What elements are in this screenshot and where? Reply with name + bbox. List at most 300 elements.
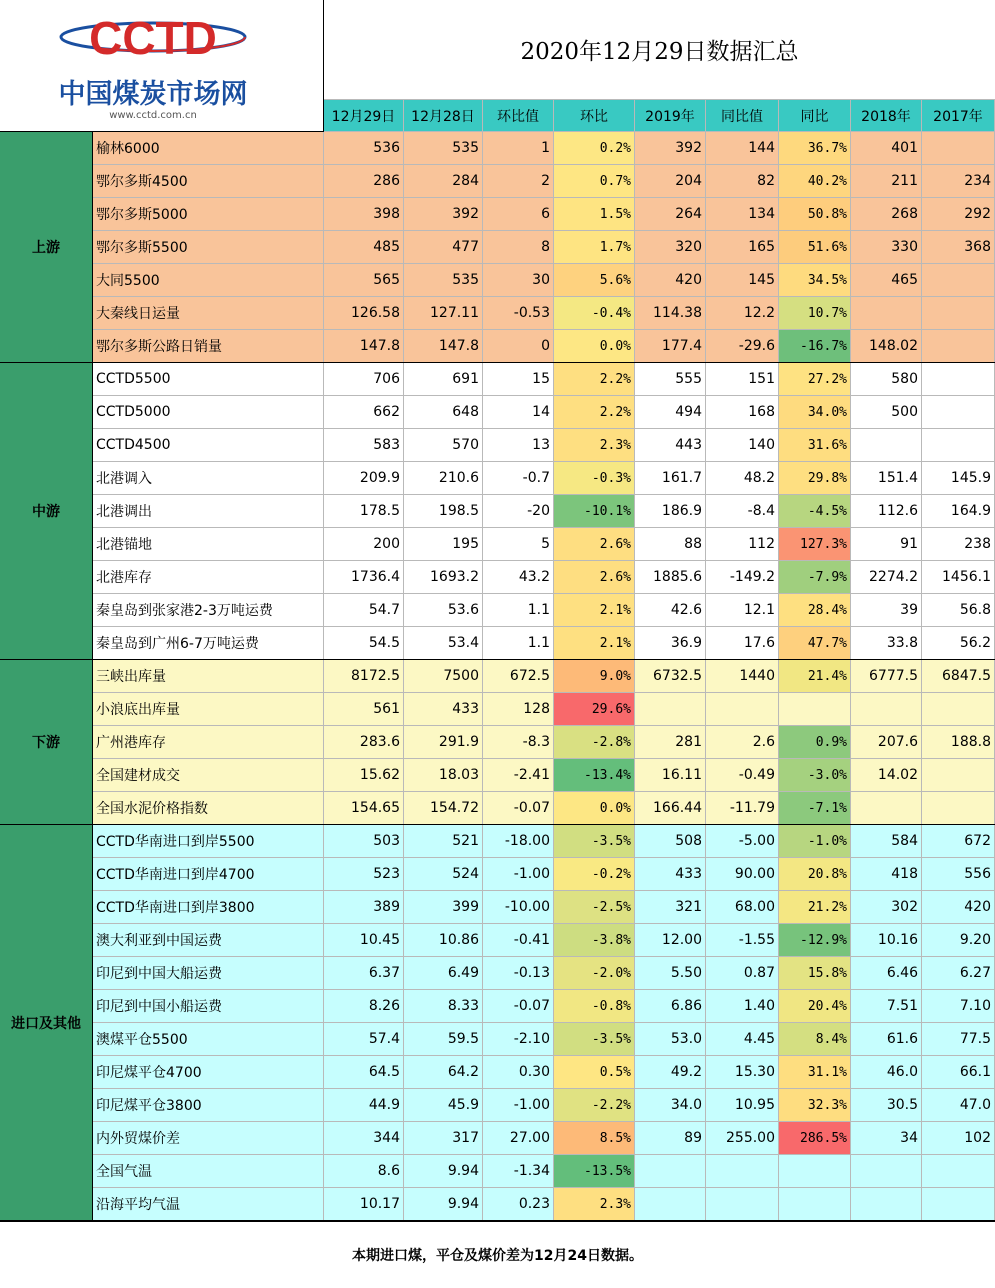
table-cell: 6.37 (324, 957, 404, 990)
row-label: CCTD5000 (93, 396, 324, 429)
table-cell: -0.2% (554, 858, 635, 891)
table-cell: 15 (483, 363, 554, 396)
table-cell: 30.5 (851, 1089, 922, 1122)
table-cell: 8172.5 (324, 660, 404, 693)
table-cell: -5.00 (706, 825, 779, 858)
table-cell: 0.7% (554, 165, 635, 198)
table-cell: 4.45 (706, 1023, 779, 1056)
table-cell: 398 (324, 198, 404, 231)
group-label: 下游 (0, 660, 93, 825)
row-label: 广州港库存 (93, 726, 324, 759)
table-cell: 29.6% (554, 693, 635, 726)
table-cell: 128 (483, 693, 554, 726)
table-cell: 140 (706, 429, 779, 462)
table-cell: 33.8 (851, 627, 922, 660)
table-cell: 64.5 (324, 1056, 404, 1089)
table-cell (922, 1188, 995, 1221)
table-cell: -11.79 (706, 792, 779, 825)
table-cell (922, 330, 995, 363)
column-header: 2017年 (922, 100, 995, 132)
table-cell: 2 (483, 165, 554, 198)
table-cell: -2.8% (554, 726, 635, 759)
table-cell: 8.26 (324, 990, 404, 1023)
table-cell: 56.2 (922, 627, 995, 660)
table-cell: 368 (922, 231, 995, 264)
table-cell: 485 (324, 231, 404, 264)
table-cell (779, 1188, 851, 1221)
table-cell: 433 (635, 858, 706, 891)
table-cell (779, 1155, 851, 1188)
table-cell: 102 (922, 1122, 995, 1155)
table-cell: 7500 (404, 660, 483, 693)
table-cell: 238 (922, 528, 995, 561)
table-cell: 580 (851, 363, 922, 396)
table-cell: 54.5 (324, 627, 404, 660)
table-cell: 1.1 (483, 627, 554, 660)
table-cell: 255.00 (706, 1122, 779, 1155)
table-cell: 320 (635, 231, 706, 264)
table-cell (851, 1188, 922, 1221)
table-cell: 268 (851, 198, 922, 231)
row-label: 北港调出 (93, 495, 324, 528)
table-cell: 168 (706, 396, 779, 429)
table-cell: -0.8% (554, 990, 635, 1023)
table-cell: 420 (922, 891, 995, 924)
table-cell (922, 297, 995, 330)
table-cell: 706 (324, 363, 404, 396)
table-cell: 54.7 (324, 594, 404, 627)
table-cell: -0.49 (706, 759, 779, 792)
table-cell: 6 (483, 198, 554, 231)
table-cell: 389 (324, 891, 404, 924)
table-cell (922, 363, 995, 396)
row-label: 大秦线日运量 (93, 297, 324, 330)
table-cell: 2.6 (706, 726, 779, 759)
table-cell: 34 (851, 1122, 922, 1155)
row-label: 北港库存 (93, 561, 324, 594)
row-label: 印尼煤平仓4700 (93, 1056, 324, 1089)
table-cell: 7.51 (851, 990, 922, 1023)
logo-url-text: www.cctd.com.cn (109, 110, 197, 121)
table-cell: 17.6 (706, 627, 779, 660)
cctd-logo-graphic (0, 0, 323, 131)
table-cell: 12.1 (706, 594, 779, 627)
table-cell: 234 (922, 165, 995, 198)
row-label: 印尼到中国小船运费 (93, 990, 324, 1023)
table-cell: -2.2% (554, 1089, 635, 1122)
table-cell: 2.2% (554, 396, 635, 429)
row-label: 三峡出库量 (93, 660, 324, 693)
table-cell: 392 (635, 132, 706, 165)
table-cell: 2.2% (554, 363, 635, 396)
table-cell: 508 (635, 825, 706, 858)
table-cell (635, 693, 706, 726)
group-label: 上游 (0, 132, 93, 363)
table-cell: 8 (483, 231, 554, 264)
table-cell: 330 (851, 231, 922, 264)
table-cell (922, 759, 995, 792)
table-cell: 18.03 (404, 759, 483, 792)
table-cell: 10.17 (324, 1188, 404, 1221)
logo-brand-text: CCTD (89, 12, 217, 64)
table-cell: 112.6 (851, 495, 922, 528)
table-cell: 145 (706, 264, 779, 297)
table-cell: 418 (851, 858, 922, 891)
table-cell (922, 264, 995, 297)
table-cell: -8.3 (483, 726, 554, 759)
table-cell: 5.50 (635, 957, 706, 990)
table-cell: 14.02 (851, 759, 922, 792)
table-cell: 10.86 (404, 924, 483, 957)
row-label: 鄂尔多斯4500 (93, 165, 324, 198)
table-cell: 0.2% (554, 132, 635, 165)
table-cell: 1693.2 (404, 561, 483, 594)
table-cell: 161.7 (635, 462, 706, 495)
table-cell (851, 429, 922, 462)
table-cell: 672 (922, 825, 995, 858)
table-cell: 36.9 (635, 627, 706, 660)
table-cell: 500 (851, 396, 922, 429)
table-cell: 9.20 (922, 924, 995, 957)
table-cell (706, 1188, 779, 1221)
column-header: 12月29日 (324, 100, 404, 132)
table-cell: 30 (483, 264, 554, 297)
table-cell: 494 (635, 396, 706, 429)
table-cell: 1885.6 (635, 561, 706, 594)
table-cell: 13 (483, 429, 554, 462)
table-cell: -2.10 (483, 1023, 554, 1056)
table-cell: 10.7% (779, 297, 851, 330)
table-cell: -0.41 (483, 924, 554, 957)
table-cell: 177.4 (635, 330, 706, 363)
table-cell: 154.65 (324, 792, 404, 825)
table-cell: 1736.4 (324, 561, 404, 594)
table-cell: 2.6% (554, 528, 635, 561)
table-cell: 147.8 (324, 330, 404, 363)
table-cell: 89 (635, 1122, 706, 1155)
table-cell: 56.8 (922, 594, 995, 627)
table-cell: 36.7% (779, 132, 851, 165)
table-cell: 61.6 (851, 1023, 922, 1056)
table-cell: 51.6% (779, 231, 851, 264)
table-cell: 561 (324, 693, 404, 726)
table-cell: 521 (404, 825, 483, 858)
table-cell: 165 (706, 231, 779, 264)
row-label: 全国水泥价格指数 (93, 792, 324, 825)
table-cell (779, 693, 851, 726)
row-label: 全国建材成交 (93, 759, 324, 792)
table-cell: 47.0 (922, 1089, 995, 1122)
table-cell: 0 (483, 330, 554, 363)
table-cell: 164.9 (922, 495, 995, 528)
table-cell: 6.27 (922, 957, 995, 990)
table-cell: -4.5% (779, 495, 851, 528)
table-cell (851, 1155, 922, 1188)
table-cell: 151.4 (851, 462, 922, 495)
table-cell: 45.9 (404, 1089, 483, 1122)
row-label: 沿海平均气温 (93, 1188, 324, 1221)
table-cell: 2.3% (554, 429, 635, 462)
table-cell: 672.5 (483, 660, 554, 693)
table-cell: -2.5% (554, 891, 635, 924)
table-cell: 6.49 (404, 957, 483, 990)
row-label: 全国气温 (93, 1155, 324, 1188)
table-cell: 114.38 (635, 297, 706, 330)
table-cell: -7.9% (779, 561, 851, 594)
table-cell: -0.07 (483, 990, 554, 1023)
table-cell: 0.9% (779, 726, 851, 759)
column-header: 2018年 (851, 100, 922, 132)
table-cell: 134 (706, 198, 779, 231)
table-cell (922, 792, 995, 825)
table-cell: 420 (635, 264, 706, 297)
table-cell: 40.2% (779, 165, 851, 198)
table-cell: 6732.5 (635, 660, 706, 693)
table-cell: 21.2% (779, 891, 851, 924)
table-cell: 401 (851, 132, 922, 165)
table-cell: -12.9% (779, 924, 851, 957)
table-cell: 127.11 (404, 297, 483, 330)
table-cell: 8.4% (779, 1023, 851, 1056)
table-cell: 556 (922, 858, 995, 891)
table-cell (922, 132, 995, 165)
table-cell: -3.5% (554, 1023, 635, 1056)
table-cell: -1.00 (483, 1089, 554, 1122)
column-header: 环比值 (483, 100, 554, 132)
table-cell: 154.72 (404, 792, 483, 825)
table-cell: 284 (404, 165, 483, 198)
table-cell: 286 (324, 165, 404, 198)
table-cell: 16.11 (635, 759, 706, 792)
table-cell: 27.00 (483, 1122, 554, 1155)
table-cell (635, 1155, 706, 1188)
table-cell: 211 (851, 165, 922, 198)
table-cell: 1 (483, 132, 554, 165)
table-cell: 6.46 (851, 957, 922, 990)
table-cell: -10.1% (554, 495, 635, 528)
table-cell: 195 (404, 528, 483, 561)
table-cell: -16.7% (779, 330, 851, 363)
group-label: 进口及其他 (0, 825, 93, 1221)
table-cell: 68.00 (706, 891, 779, 924)
table-cell: 302 (851, 891, 922, 924)
table-cell (922, 1155, 995, 1188)
row-label: 北港调入 (93, 462, 324, 495)
table-cell: 20.8% (779, 858, 851, 891)
table-cell: -2.0% (554, 957, 635, 990)
table-cell: 565 (324, 264, 404, 297)
table-cell: 12.00 (635, 924, 706, 957)
table-cell: 292 (922, 198, 995, 231)
row-label: 澳煤平仓5500 (93, 1023, 324, 1056)
table-cell: 283.6 (324, 726, 404, 759)
column-header: 12月28日 (404, 100, 483, 132)
table-cell: 0.23 (483, 1188, 554, 1221)
row-label: 鄂尔多斯5000 (93, 198, 324, 231)
table-cell: -13.5% (554, 1155, 635, 1188)
table-cell: 34.5% (779, 264, 851, 297)
table-cell: -3.0% (779, 759, 851, 792)
row-label: 澳大利亚到中国运费 (93, 924, 324, 957)
row-label: 内外贸煤价差 (93, 1122, 324, 1155)
table-cell: 465 (851, 264, 922, 297)
row-label: 印尼煤平仓3800 (93, 1089, 324, 1122)
table-cell: 31.6% (779, 429, 851, 462)
table-cell: 7.10 (922, 990, 995, 1023)
table-cell: -0.4% (554, 297, 635, 330)
table-cell: 317 (404, 1122, 483, 1155)
table-cell: 42.6 (635, 594, 706, 627)
table-cell (706, 1155, 779, 1188)
table-cell: 583 (324, 429, 404, 462)
table-cell: 9.0% (554, 660, 635, 693)
table-cell: 15.30 (706, 1056, 779, 1089)
table-cell: 47.7% (779, 627, 851, 660)
table-cell: 2274.2 (851, 561, 922, 594)
row-label: CCTD华南进口到岸3800 (93, 891, 324, 924)
table-cell: 53.4 (404, 627, 483, 660)
column-header: 环比 (554, 100, 635, 132)
row-label: CCTD华南进口到岸5500 (93, 825, 324, 858)
table-cell: -0.7 (483, 462, 554, 495)
table-cell: 6777.5 (851, 660, 922, 693)
table-cell: 0.0% (554, 330, 635, 363)
table-cell: 6847.5 (922, 660, 995, 693)
table-cell: 48.2 (706, 462, 779, 495)
table-cell: 0.30 (483, 1056, 554, 1089)
table-cell: 166.44 (635, 792, 706, 825)
table-cell: 503 (324, 825, 404, 858)
table-cell: 10.45 (324, 924, 404, 957)
table-cell: 204 (635, 165, 706, 198)
footer-note: 本期进口煤，平仓及煤价差为12月24日数据。 (0, 1221, 995, 1288)
table-cell: 31.1% (779, 1056, 851, 1089)
table-cell: 555 (635, 363, 706, 396)
column-header: 同比值 (706, 100, 779, 132)
table-cell: 53.6 (404, 594, 483, 627)
table-cell: 1.40 (706, 990, 779, 1023)
table-cell: 1456.1 (922, 561, 995, 594)
table-cell: 1.1 (483, 594, 554, 627)
table-cell: 32.3% (779, 1089, 851, 1122)
table-cell: 127.3% (779, 528, 851, 561)
table-cell: 524 (404, 858, 483, 891)
table-cell: -3.8% (554, 924, 635, 957)
table-cell: -1.0% (779, 825, 851, 858)
table-cell: 147.8 (404, 330, 483, 363)
table-cell: 535 (404, 132, 483, 165)
table-cell: 1.5% (554, 198, 635, 231)
table-cell: 88 (635, 528, 706, 561)
table-cell: 66.1 (922, 1056, 995, 1089)
table-cell: 34.0% (779, 396, 851, 429)
table-cell: -7.1% (779, 792, 851, 825)
row-label: 印尼到中国大船运费 (93, 957, 324, 990)
table-cell: 39 (851, 594, 922, 627)
table-cell: 64.2 (404, 1056, 483, 1089)
table-cell: 20.4% (779, 990, 851, 1023)
table-cell: 46.0 (851, 1056, 922, 1089)
table-cell: 57.4 (324, 1023, 404, 1056)
table-cell: -29.6 (706, 330, 779, 363)
logo-name-text: 中国煤炭市场网 (58, 79, 248, 110)
table-cell: 570 (404, 429, 483, 462)
row-label: 鄂尔多斯5500 (93, 231, 324, 264)
table-cell: 188.8 (922, 726, 995, 759)
table-cell (851, 297, 922, 330)
table-cell (635, 1188, 706, 1221)
table-cell: 0.5% (554, 1056, 635, 1089)
page-title: 2020年12月29日数据汇总 (324, 0, 995, 100)
table-cell: 9.94 (404, 1155, 483, 1188)
table-cell: 10.16 (851, 924, 922, 957)
table-cell: -10.00 (483, 891, 554, 924)
row-label: CCTD华南进口到岸4700 (93, 858, 324, 891)
table-cell: 198.5 (404, 495, 483, 528)
table-cell: 44.9 (324, 1089, 404, 1122)
table-cell: 392 (404, 198, 483, 231)
table-cell: 144 (706, 132, 779, 165)
table-cell: 691 (404, 363, 483, 396)
table-cell: 90.00 (706, 858, 779, 891)
table-cell: 14 (483, 396, 554, 429)
table-cell: 148.02 (851, 330, 922, 363)
table-cell: 1440 (706, 660, 779, 693)
table-cell: 186.9 (635, 495, 706, 528)
table-cell: -0.3% (554, 462, 635, 495)
table-cell: 536 (324, 132, 404, 165)
table-cell: 477 (404, 231, 483, 264)
table-cell: 8.33 (404, 990, 483, 1023)
table-cell: 2.6% (554, 561, 635, 594)
table-cell: 281 (635, 726, 706, 759)
table-cell: 200 (324, 528, 404, 561)
table-cell: 2.3% (554, 1188, 635, 1221)
table-cell: 126.58 (324, 297, 404, 330)
table-cell: 27.2% (779, 363, 851, 396)
table-cell: 91 (851, 528, 922, 561)
table-cell (922, 429, 995, 462)
table-cell: -0.13 (483, 957, 554, 990)
table-cell: -20 (483, 495, 554, 528)
table-cell: 0.87 (706, 957, 779, 990)
table-cell: 443 (635, 429, 706, 462)
table-cell: 399 (404, 891, 483, 924)
table-cell: 43.2 (483, 561, 554, 594)
table-cell: 59.5 (404, 1023, 483, 1056)
row-label: CCTD5500 (93, 363, 324, 396)
table-cell: -0.07 (483, 792, 554, 825)
group-label: 中游 (0, 363, 93, 660)
table-cell (706, 693, 779, 726)
cctd-logo (0, 0, 324, 132)
table-cell: 286.5% (779, 1122, 851, 1155)
table-cell: 29.8% (779, 462, 851, 495)
table-cell: 291.9 (404, 726, 483, 759)
table-cell: 112 (706, 528, 779, 561)
table-cell: 2.1% (554, 627, 635, 660)
table-cell: 535 (404, 264, 483, 297)
table-cell: 264 (635, 198, 706, 231)
row-label: CCTD4500 (93, 429, 324, 462)
table-cell: -13.4% (554, 759, 635, 792)
table-cell: 15.62 (324, 759, 404, 792)
table-cell: 5 (483, 528, 554, 561)
table-cell: -18.00 (483, 825, 554, 858)
row-label: 北港锚地 (93, 528, 324, 561)
table-cell: 15.8% (779, 957, 851, 990)
table-cell: 50.8% (779, 198, 851, 231)
